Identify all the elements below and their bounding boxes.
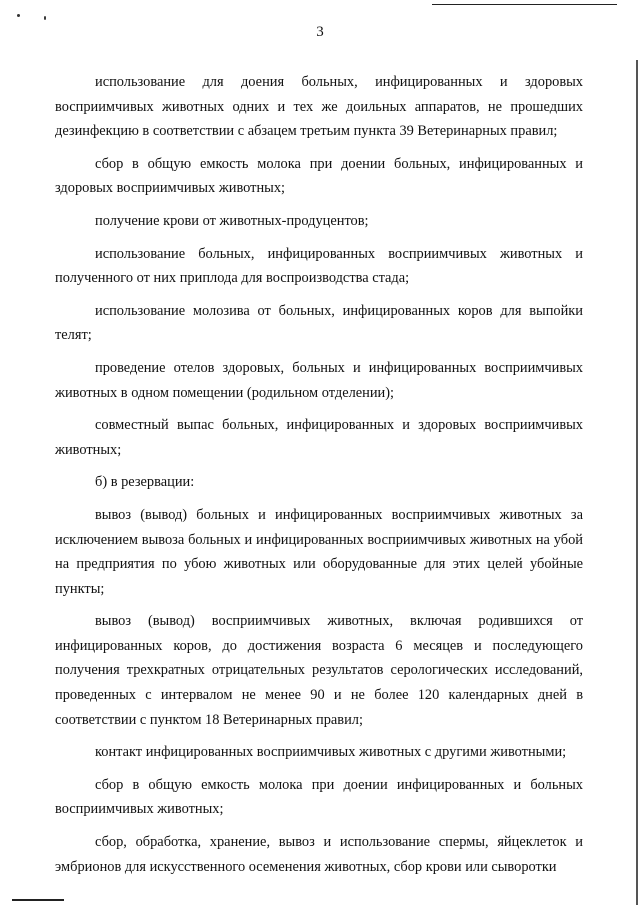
- paragraph-reproduction: использование больных, инфицированных восприимчивых животных и полученного от них приплода для воспроизводства стада;: [55, 245, 583, 287]
- scan-edge-top-right: [432, 4, 617, 5]
- paragraph-blood-collection: получение крови от животных-продуцентов;: [95, 212, 369, 229]
- scan-speck: [44, 16, 46, 20]
- paragraph-removal-sick: вывоз (вывод) больных и инфицированных восприимчивых животных за исключением вывоза больных и инфицированных восприимчивых животных на убой на предприятия по убою животных или оборудованные для этих целей убойные пункты;: [55, 506, 583, 597]
- paragraph-grazing: совместный выпас больных, инфицированных и здоровых восприимчивых животных;: [55, 417, 583, 458]
- paragraph-semen-collection: сбор, обработка, хранение, вывоз и использование спермы, яйцеклеток и эмбрионов для искусственного осеменения животных, сбор крови или сыворотки: [55, 834, 583, 875]
- paragraph-calving: проведение отелов здоровых, больных и инфицированных восприимчивых животных в одном помещении (родильном отделении);: [55, 359, 583, 401]
- scan-edge-bottom-left: [12, 899, 64, 901]
- paragraph-removal-susceptible: вывоз (вывод) восприимчивых животных, включая родившихся от инфицированных коров, до достижения возраста 6 месяцев и последующего получения трехкратных отрицательных результатов серологических исследований, проведенных с интервалом не менее 90 и не более 120 календарных дней в соответствии с пунктом 18 Ветеринарных правил;: [55, 613, 583, 728]
- document-body: [55, 70, 583, 879]
- page-number: 3: [316, 24, 324, 40]
- paragraph-contact: контакт инфицированных восприимчивых животных с другими животными;: [95, 744, 567, 761]
- scan-edge-right: [636, 60, 638, 905]
- paragraph-milk-collection-infected: сбор в общую емкость молока при доении инфицированных и больных восприимчивых животных;: [55, 776, 583, 818]
- paragraph-milk-collection: сбор в общую емкость молока при доении больных, инфицированных и здоровых восприимчивых животных;: [55, 155, 583, 197]
- paragraph-milking-equipment: использование для доения больных, инфицированных и здоровых восприимчивых животных одних и тех же доильных аппаратов, не прошедших дезинфекцию в соответствии с абзацем третьим пункта 39 Ветеринарных правил;: [55, 74, 583, 140]
- paragraph-colostrum: использование молозива от больных, инфицированных коров для выпойки телят;: [55, 302, 583, 344]
- scan-speck: [17, 14, 20, 17]
- paragraph-reservation-heading: б) в резервации:: [95, 474, 195, 491]
